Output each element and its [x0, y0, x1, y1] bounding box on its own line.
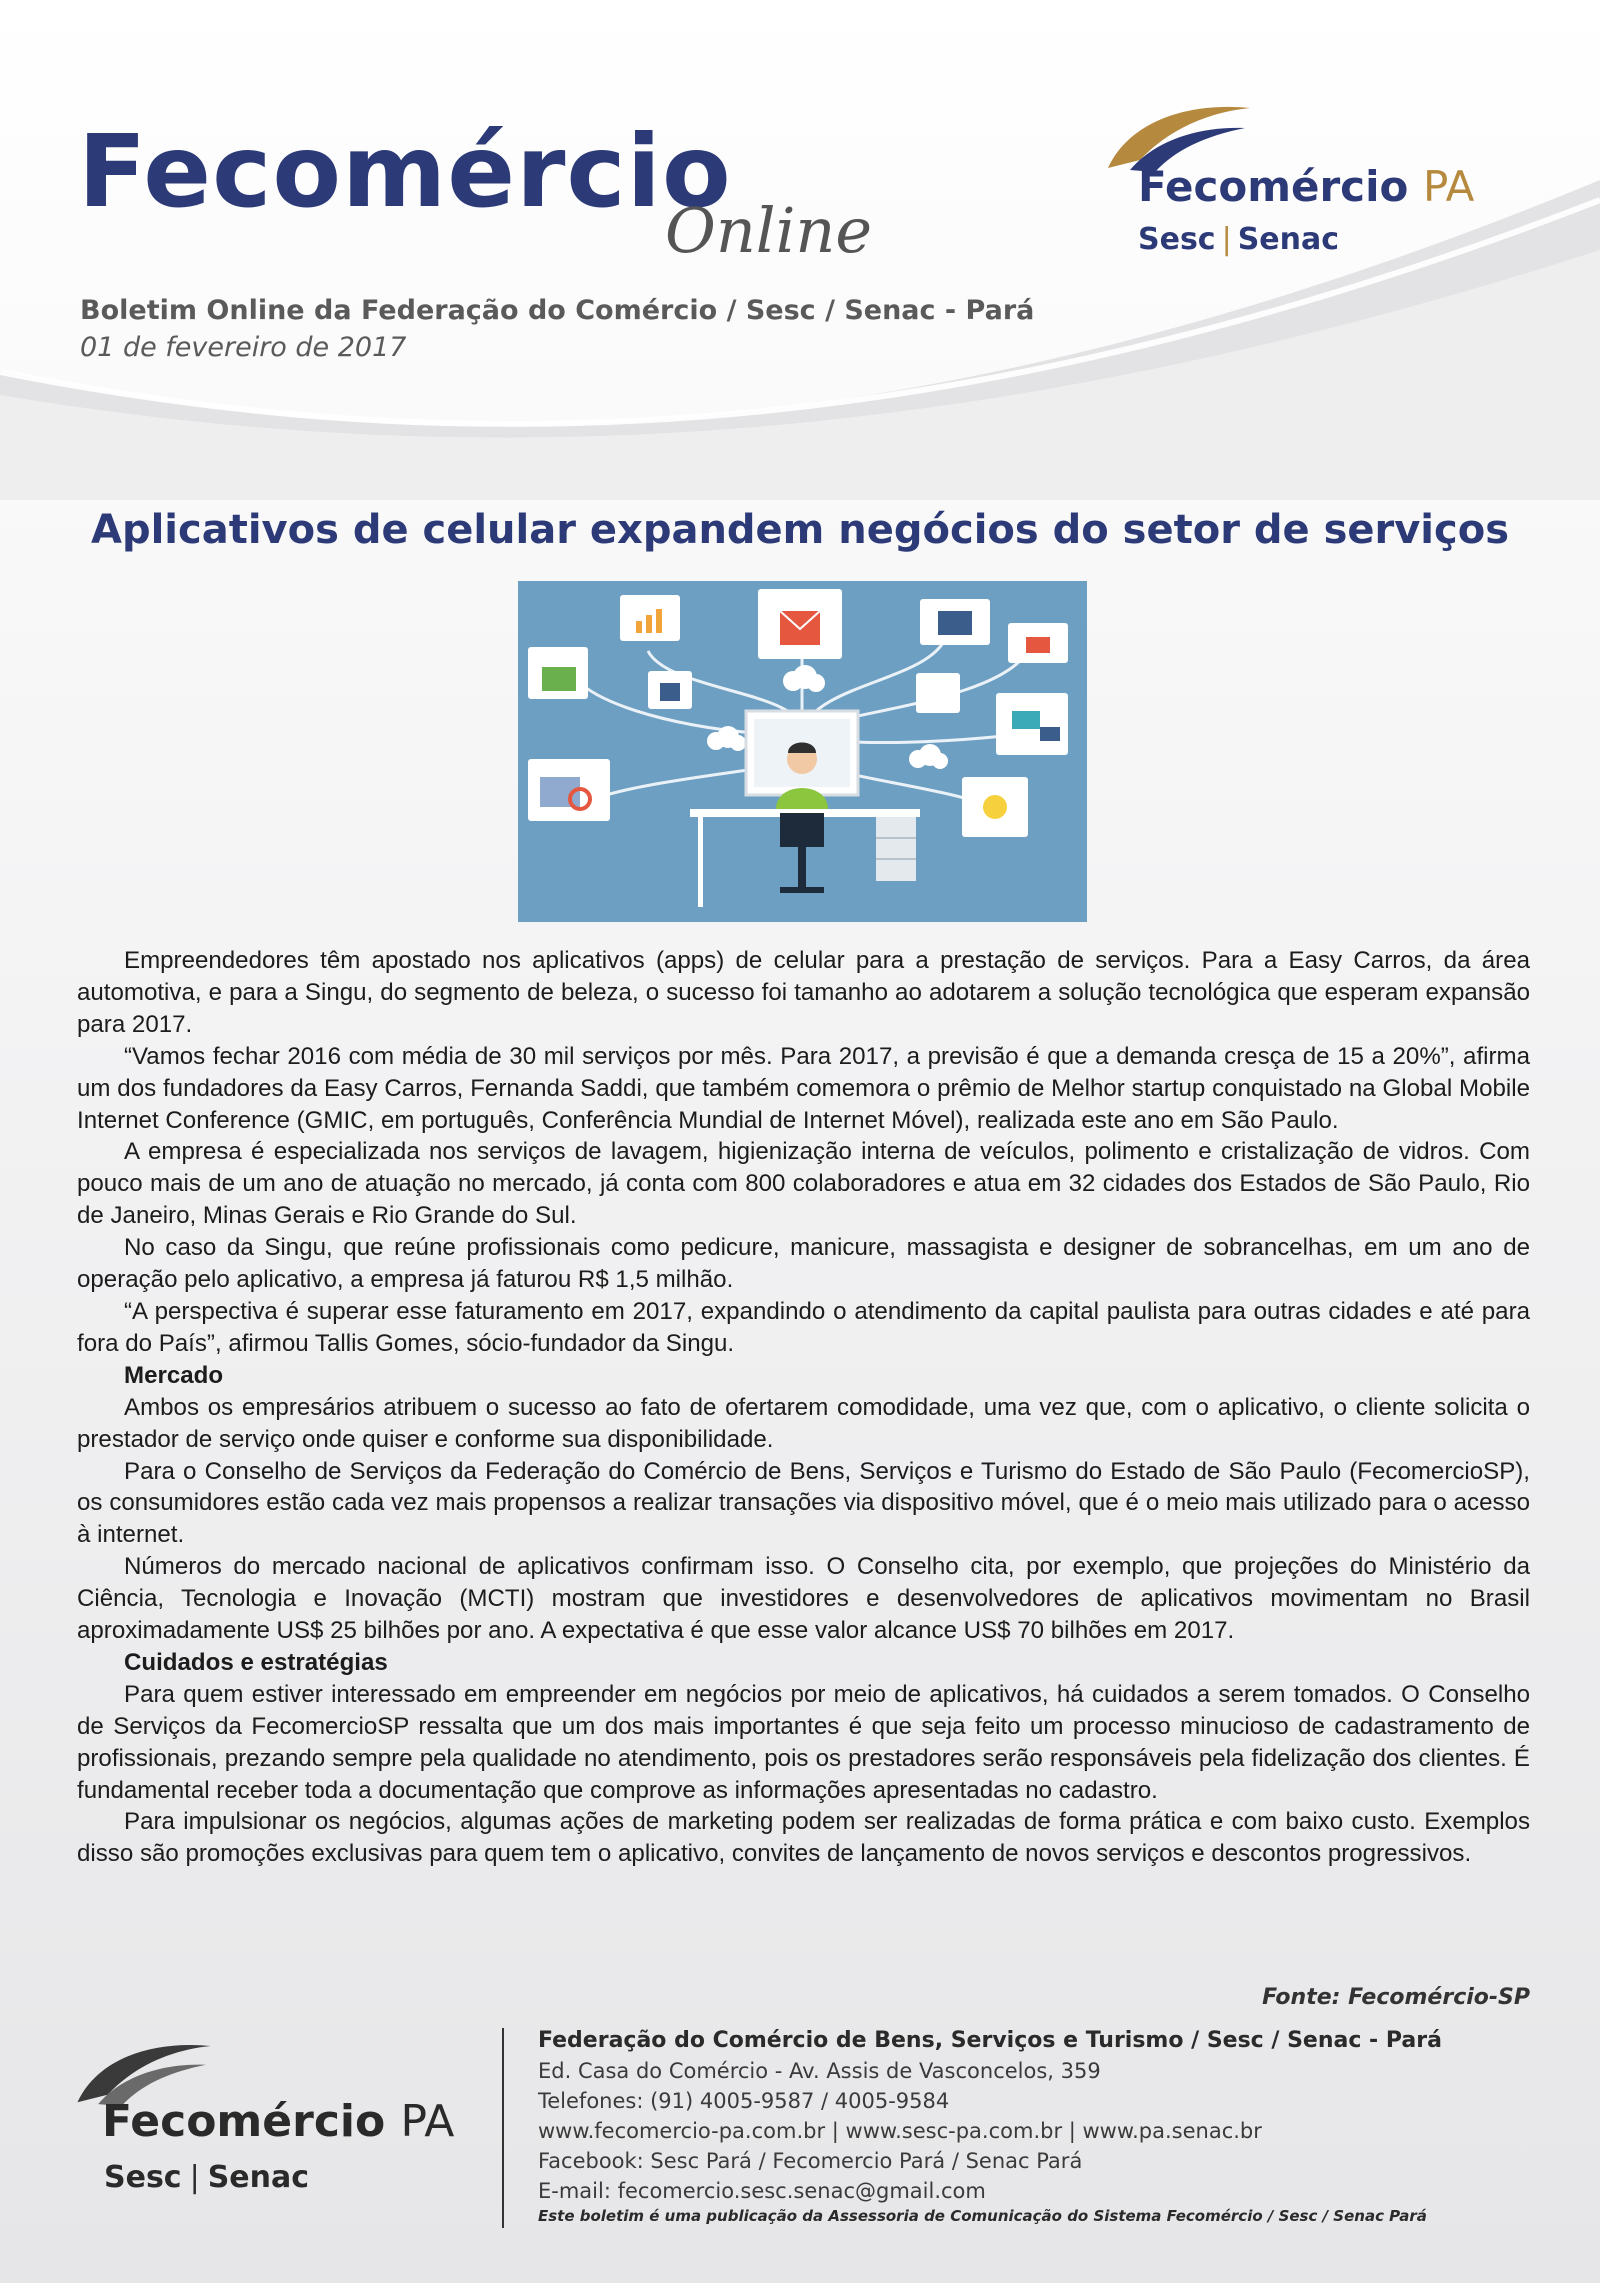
footer-logo-wordmark: [102, 2096, 454, 2147]
footer-logo-units: Sesc | Senac: [104, 2160, 310, 2195]
masthead-subtitle: Online: [665, 194, 873, 267]
footer-facebook: Facebook: Sesc Pará / Fecomercio Pará / Senac Pará: [538, 2149, 1083, 2173]
logo-name: Fecomércio: [1138, 162, 1409, 211]
logo-unit-senac: Senac: [207, 2160, 310, 2195]
footer-address: Ed. Casa do Comércio - Av. Assis de Vasconcelos, 359: [538, 2059, 1101, 2083]
footer-credit: Este boletim é uma publicação da Assessoria de Comunicação do Sistema Fecomércio / Sesc / Senac Pará: [538, 2207, 1427, 2225]
logo-units: Sesc | Senac: [1138, 222, 1340, 257]
logo-suffix: PA: [400, 2096, 455, 2147]
article-paragraph: Para impulsionar os negócios, algumas ações de marketing podem ser realizadas de forma prática e com baixo custo. Exemplos disso são promoções exclusivas para quem tem o aplicativo, convites de lançamento de novos serviços e descontos progressivos.: [77, 1808, 1530, 1868]
article-paragraph: Números do mercado nacional de aplicativos confirmam isso. O Conselho cita, por exemplo, que projeções do Ministério da Ciência, Tecnologia e Inovação (MCTI) mostram que investidores e desenvolvedores de aplicativos movimentam no Brasil aproximadamente US$ 25 bilhões por ano. A expectativa é que esse valor alcance US$ 70 bilhões em 2017.: [77, 1553, 1530, 1645]
article-title: Aplicativos de celular expandem negócios do setor de serviços: [90, 507, 1510, 553]
logo-unit-sesc: Sesc: [1138, 222, 1216, 257]
footer-websites[interactable]: www.fecomercio-pa.com.br | www.sesc-pa.com.br | www.pa.senac.br: [538, 2119, 1262, 2143]
footer-divider: [502, 2028, 504, 2228]
bulletin-tagline: Boletim Online da Federação do Comércio / Sesc / Senac - Pará: [80, 295, 1035, 326]
section-heading-cuidados: Cuidados e estratégias: [124, 1648, 388, 1676]
article-paragraph: No caso da Singu, que reúne profissionais como pedicure, manicure, massagista e designer de sobrancelhas, em um ano de operação pelo aplicativo, a empresa já faturou R$ 1,5 milhão.: [77, 1234, 1530, 1294]
article-paragraph: “Vamos fechar 2016 com média de 30 mil serviços por mês. Para 2017, a previsão é que a demanda cresça de 15 a 20%”, afirma um dos fundadores da Easy Carros, Fernanda Saddi, que também comemora o prêmio de Melhor startup conquistado na Global Mobile Internet Conference (GMIC, em português, Conferência Mundial de Internet Móvel), realizada este ano em São Paulo.: [77, 1042, 1530, 1134]
fecomercio-pa-logo: [1100, 100, 1520, 270]
article-paragraph: Empreendedores têm apostado nos aplicativos (apps) de celular para a prestação de serviços. Para a Easy Carros, da área automotiva, e para a Singu, do segmento de beleza, o sucesso foi tamanho ao adotarem a solução tecnológica que esperam expansão para 2017.: [77, 947, 1530, 1038]
article-paragraph: Para o Conselho de Serviços da Federação do Comércio de Bens, Serviços e Turismo do Estado de São Paulo (FecomercioSP), os consumidores estão cada vez mais propensos a realizar transações via dispositivo móvel, que é o meio mais utilizado para o acesso à internet.: [77, 1457, 1530, 1549]
article-paragraph: Para quem estiver interessado em empreender em negócios por meio de aplicativos, há cuidados a serem tomados. O Conselho de Serviços da FecomercioSP ressalta que um dos mais importantes é que seja feito um processo minucioso de cadastramento de profissionais, prezando sempre pela qualidade no atendimento, pois os prestadores serão responsáveis pela fidelização dos clientes. É fundamental receber toda a documentação que comprove as informações apresentadas no cadastro.: [77, 1680, 1530, 1804]
logo-name: Fecomércio: [102, 2096, 386, 2147]
app-network-illustration: [518, 581, 1087, 922]
logo-suffix: PA: [1422, 162, 1475, 211]
logo-unit-senac: Senac: [1237, 222, 1340, 257]
article-paragraph: “A perspectiva é superar esse faturamento em 2017, expandindo o atendimento da capital paulista para outras cidades e até para fora do País”, afirmou Tallis Gomes, sócio-fundador da Singu.: [77, 1297, 1530, 1357]
masthead-title: Fecomércio: [78, 113, 732, 230]
footer-logo: [70, 2036, 470, 2206]
footer-contact-block: [538, 2026, 1538, 2226]
article-paragraph: A empresa é especializada nos serviços de lavagem, higienização interna de veículos, polimento e cristalização de vidros. Com pouco mais de um ano de atuação no mercado, já conta com 800 colaboradores e atua em 32 cidades dos Estados de São Paulo, Rio de Janeiro, Minas Gerais e Rio Grande do Sul.: [77, 1138, 1530, 1230]
footer-org-name: Federação do Comércio de Bens, Serviços e Turismo / Sesc / Senac - Pará: [538, 2028, 1442, 2053]
logo-wordmark: [1138, 162, 1474, 211]
article-body: [77, 945, 1530, 1870]
logo-unit-sesc: Sesc: [104, 2160, 182, 2195]
footer-phones: Telefones: (91) 4005-9587 / 4005-9584: [538, 2089, 950, 2113]
issue-date: 01 de fevereiro de 2017: [80, 332, 407, 363]
article-paragraph: Ambos os empresários atribuem o sucesso ao fato de ofertarem comodidade, uma vez que, com o aplicativo, o cliente solicita o prestador de serviço onde quiser e conforme sua disponibilidade.: [77, 1393, 1530, 1453]
section-heading-mercado: Mercado: [124, 1361, 224, 1389]
article-source: Fonte: Fecomércio-SP: [1262, 1985, 1530, 2010]
footer-email[interactable]: E-mail: fecomercio.sesc.senac@gmail.com: [538, 2179, 986, 2203]
